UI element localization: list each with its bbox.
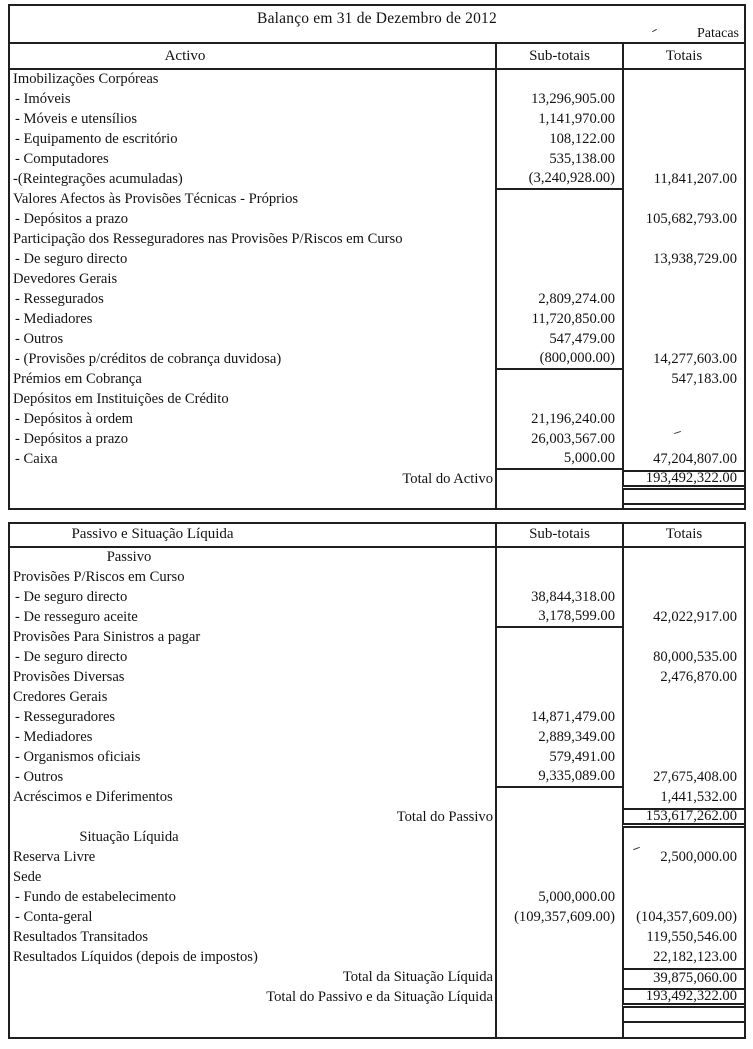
table-row — [10, 828, 744, 848]
table-row — [10, 190, 744, 210]
row-label — [10, 490, 495, 505]
subtotal-cell: (3,240,928.00) — [495, 170, 622, 190]
total-cell — [622, 390, 744, 410]
row-label: Total do Passivo e da Situação Líquida — [266, 989, 493, 1005]
total-cell: 22,182,123.00 — [622, 948, 744, 968]
activo-table — [8, 4, 746, 510]
subtotal-cell — [495, 1008, 622, 1023]
subtotal-cell — [495, 948, 622, 968]
table-row — [10, 708, 744, 728]
table-row — [10, 410, 744, 430]
total-cell — [622, 310, 744, 330]
table-row — [10, 608, 744, 628]
table-row — [10, 350, 744, 370]
total-cell — [622, 150, 744, 170]
table-row — [10, 210, 744, 230]
total-cell: 42,022,917.00 — [622, 608, 744, 628]
spacer-row — [10, 490, 744, 505]
row-label: - Ressegurados — [15, 291, 104, 307]
subtotal-cell: 21,196,240.00 — [495, 410, 622, 430]
total-cell — [622, 410, 744, 430]
table-row — [10, 150, 744, 170]
table-row — [10, 130, 744, 150]
table-row — [10, 430, 744, 450]
table-row — [10, 788, 744, 808]
total-cell — [622, 430, 744, 450]
total-row — [10, 808, 744, 828]
column-header-activo: Activo — [164, 48, 206, 64]
title-bar — [10, 6, 744, 42]
table-row — [10, 330, 744, 350]
table-row — [10, 290, 744, 310]
row-label: Total do Activo — [402, 471, 493, 487]
table-row — [10, 310, 744, 330]
total-cell — [622, 888, 744, 908]
currency-label: Patacas — [697, 26, 739, 41]
subtotal-cell: 2,889,349.00 — [495, 728, 622, 748]
activo-header-row — [10, 42, 744, 70]
row-label: Situação Líquida — [79, 829, 179, 845]
total-cell — [622, 230, 744, 250]
table-row — [10, 948, 744, 968]
row-label: Reserva Livre — [13, 849, 96, 865]
row-label: Total da Situação Líquida — [342, 969, 493, 985]
total-cell: 80,000,535.00 — [622, 648, 744, 668]
total-cell: 193,492,322.00 — [622, 470, 744, 490]
bottom-gap-row — [10, 1023, 744, 1037]
subtotal-cell — [495, 270, 622, 290]
row-label: -(Reintegrações acumuladas) — [13, 171, 183, 187]
subtotal-cell: 1,141,970.00 — [495, 110, 622, 130]
subtotal-cell — [495, 668, 622, 688]
subtotal-cell — [495, 868, 622, 888]
total-cell — [622, 548, 744, 568]
row-label: - Depósitos a prazo — [15, 211, 129, 227]
row-label: Participação dos Resseguradores nas Provisões P/Riscos em Curso — [13, 231, 403, 247]
subtotal-cell — [495, 848, 622, 868]
total-cell: 39,875,060.00 — [622, 968, 744, 988]
total-row — [10, 968, 744, 988]
subtotal-cell — [495, 70, 622, 90]
table-row — [10, 868, 744, 888]
row-label — [10, 1008, 495, 1023]
table-row — [10, 648, 744, 668]
total-cell — [622, 688, 744, 708]
row-label: - Depósitos à ordem — [15, 411, 133, 427]
row-label: - (Provisões p/créditos de cobrança duvidosa) — [15, 351, 282, 367]
row-label: - De seguro directo — [15, 251, 128, 267]
row-label: Provisões Diversas — [13, 669, 125, 685]
subtotal-cell: 579,491.00 — [495, 748, 622, 768]
row-label: Total do Passivo — [396, 809, 493, 825]
table-row — [10, 70, 744, 90]
table-row — [10, 768, 744, 788]
row-label: Sede — [13, 869, 42, 885]
total-cell: (104,357,609.00) — [622, 908, 744, 928]
total-cell: 2,476,870.00 — [622, 668, 744, 688]
table-row — [10, 728, 744, 748]
row-label: - Outros — [15, 769, 64, 785]
spacer-row — [10, 1008, 744, 1023]
activo-rows — [10, 70, 744, 505]
total-cell — [622, 568, 744, 588]
total-cell — [622, 330, 744, 350]
table-row — [10, 908, 744, 928]
subtotal-cell — [495, 390, 622, 410]
row-label: - Outros — [15, 331, 64, 347]
total-cell — [622, 828, 744, 848]
row-label: - Computadores — [15, 151, 109, 167]
subtotal-cell — [495, 470, 622, 490]
bottom-gap-row — [10, 505, 744, 508]
subtotal-cell — [495, 928, 622, 948]
subtotal-cell — [495, 370, 622, 390]
subtotal-cell: 5,000.00 — [495, 450, 622, 470]
table-row — [10, 110, 744, 130]
table-row — [10, 688, 744, 708]
passivo-rows — [10, 548, 744, 1023]
table-row — [10, 748, 744, 768]
row-label: - De resseguro aceite — [15, 609, 138, 625]
subtotal-cell: 11,720,850.00 — [495, 310, 622, 330]
row-label: Provisões Para Sinistros a pagar — [13, 629, 201, 645]
subtotal-cell: 38,844,318.00 — [495, 588, 622, 608]
total-row — [10, 988, 744, 1008]
total-cell — [622, 190, 744, 210]
table-row — [10, 170, 744, 190]
table-row — [10, 548, 744, 568]
row-label: Valores Afectos às Provisões Técnicas - Próprios — [13, 191, 299, 207]
document-title: Balanço em 31 de Dezembro de 2012 — [257, 10, 497, 27]
subtotal-cell: 5,000,000.00 — [495, 888, 622, 908]
table-row — [10, 390, 744, 410]
subtotal-cell — [495, 230, 622, 250]
subtotal-cell: (800,000.00) — [495, 350, 622, 370]
subtotal-cell — [495, 808, 622, 828]
subtotal-cell — [495, 490, 622, 505]
table-row — [10, 568, 744, 588]
table-row — [10, 888, 744, 908]
subtotal-cell — [495, 548, 622, 568]
row-label: Resultados Transitados — [13, 929, 149, 945]
row-label: - Resseguradores — [15, 709, 116, 725]
row-label: Passivo — [106, 549, 152, 565]
subtotal-cell: (109,357,609.00) — [495, 908, 622, 928]
subtotal-cell — [495, 828, 622, 848]
row-label: - De seguro directo — [15, 649, 128, 665]
subtotal-cell: 547,479.00 — [495, 330, 622, 350]
total-cell — [622, 110, 744, 130]
row-label: Resultados Líquidos (depois de impostos) — [13, 949, 258, 965]
subtotal-cell — [495, 210, 622, 230]
table-row — [10, 370, 744, 390]
total-cell — [622, 748, 744, 768]
total-cell: 153,617,262.00 — [622, 808, 744, 828]
table-row — [10, 928, 744, 948]
total-cell — [622, 90, 744, 110]
total-cell — [622, 588, 744, 608]
subtotal-cell: 535,138.00 — [495, 150, 622, 170]
total-cell: 14,277,603.00 — [622, 350, 744, 370]
table-row — [10, 230, 744, 250]
subtotal-cell: 2,809,274.00 — [495, 290, 622, 310]
total-cell — [622, 490, 744, 505]
row-label: - De seguro directo — [15, 589, 128, 605]
subtotal-cell — [495, 568, 622, 588]
total-cell: 13,938,729.00 — [622, 250, 744, 270]
subtotal-cell: 26,003,567.00 — [495, 430, 622, 450]
column-header-subtotais: Sub-totais — [495, 524, 622, 546]
total-cell — [622, 708, 744, 728]
subtotal-cell — [495, 628, 622, 648]
total-cell — [622, 290, 744, 310]
column-header-totais: Totais — [622, 524, 744, 546]
subtotal-cell — [495, 968, 622, 988]
row-label: Acréscimos e Diferimentos — [13, 789, 173, 805]
total-cell — [622, 270, 744, 290]
total-cell — [622, 70, 744, 90]
row-label: - Móveis e utensílios — [15, 111, 138, 127]
subtotal-cell — [495, 648, 622, 668]
row-label: Depósitos em Instituições de Crédito — [13, 391, 229, 407]
row-label: - Organismos oficiais — [15, 749, 141, 765]
total-cell — [622, 728, 744, 748]
row-label: Devedores Gerais — [13, 271, 118, 287]
table-row — [10, 450, 744, 470]
total-cell: 27,675,408.00 — [622, 768, 744, 788]
row-label: - Mediadores — [15, 311, 93, 327]
table-row — [10, 628, 744, 648]
row-label: - Imóveis — [15, 91, 71, 107]
total-cell: 2,500,000.00 — [622, 848, 744, 868]
column-header-totais: Totais — [622, 44, 744, 68]
subtotal-cell: 9,335,089.00 — [495, 768, 622, 788]
row-label: Prémios em Cobrança — [13, 371, 142, 387]
passivo-header-row — [10, 524, 744, 548]
row-label: - Fundo de estabelecimento — [15, 889, 176, 905]
total-cell: 547,183.00 — [622, 370, 744, 390]
table-row — [10, 588, 744, 608]
row-label: - Caixa — [15, 451, 58, 467]
subtotal-cell: 14,871,479.00 — [495, 708, 622, 728]
subtotal-cell: 3,178,599.00 — [495, 608, 622, 628]
table-row — [10, 848, 744, 868]
row-label: - Mediadores — [15, 729, 93, 745]
total-row — [10, 470, 744, 490]
subtotal-cell — [495, 788, 622, 808]
subtotal-cell — [495, 688, 622, 708]
total-cell — [622, 628, 744, 648]
row-label: Provisões P/Riscos em Curso — [13, 569, 185, 585]
table-row — [10, 270, 744, 290]
subtotal-cell: 108,122.00 — [495, 130, 622, 150]
total-cell — [622, 130, 744, 150]
row-label: Imobilizações Corpóreas — [13, 71, 159, 87]
row-label: Credores Gerais — [13, 689, 108, 705]
row-label: - Equipamento de escritório — [15, 131, 178, 147]
subtotal-cell — [495, 190, 622, 210]
total-cell: 105,682,793.00 — [622, 210, 744, 230]
total-cell: 11,841,207.00 — [622, 170, 744, 190]
passivo-table — [8, 522, 746, 1039]
table-row — [10, 250, 744, 270]
subtotal-cell — [495, 250, 622, 270]
column-header-subtotais: Sub-totais — [495, 44, 622, 68]
table-row — [10, 90, 744, 110]
total-cell: 47,204,807.00 — [622, 450, 744, 470]
total-cell: 1,441,532.00 — [622, 788, 744, 808]
subtotal-cell — [495, 988, 622, 1008]
table-row — [10, 668, 744, 688]
column-header-passivo: Passivo e Situação Líquida — [71, 526, 234, 542]
row-label: - Depósitos a prazo — [15, 431, 129, 447]
total-cell — [622, 868, 744, 888]
subtotal-cell: 13,296,905.00 — [495, 90, 622, 110]
total-cell — [622, 1008, 744, 1023]
total-cell: 119,550,546.00 — [622, 928, 744, 948]
total-cell: 193,492,322.00 — [622, 988, 744, 1008]
row-label: - Conta-geral — [15, 909, 93, 925]
